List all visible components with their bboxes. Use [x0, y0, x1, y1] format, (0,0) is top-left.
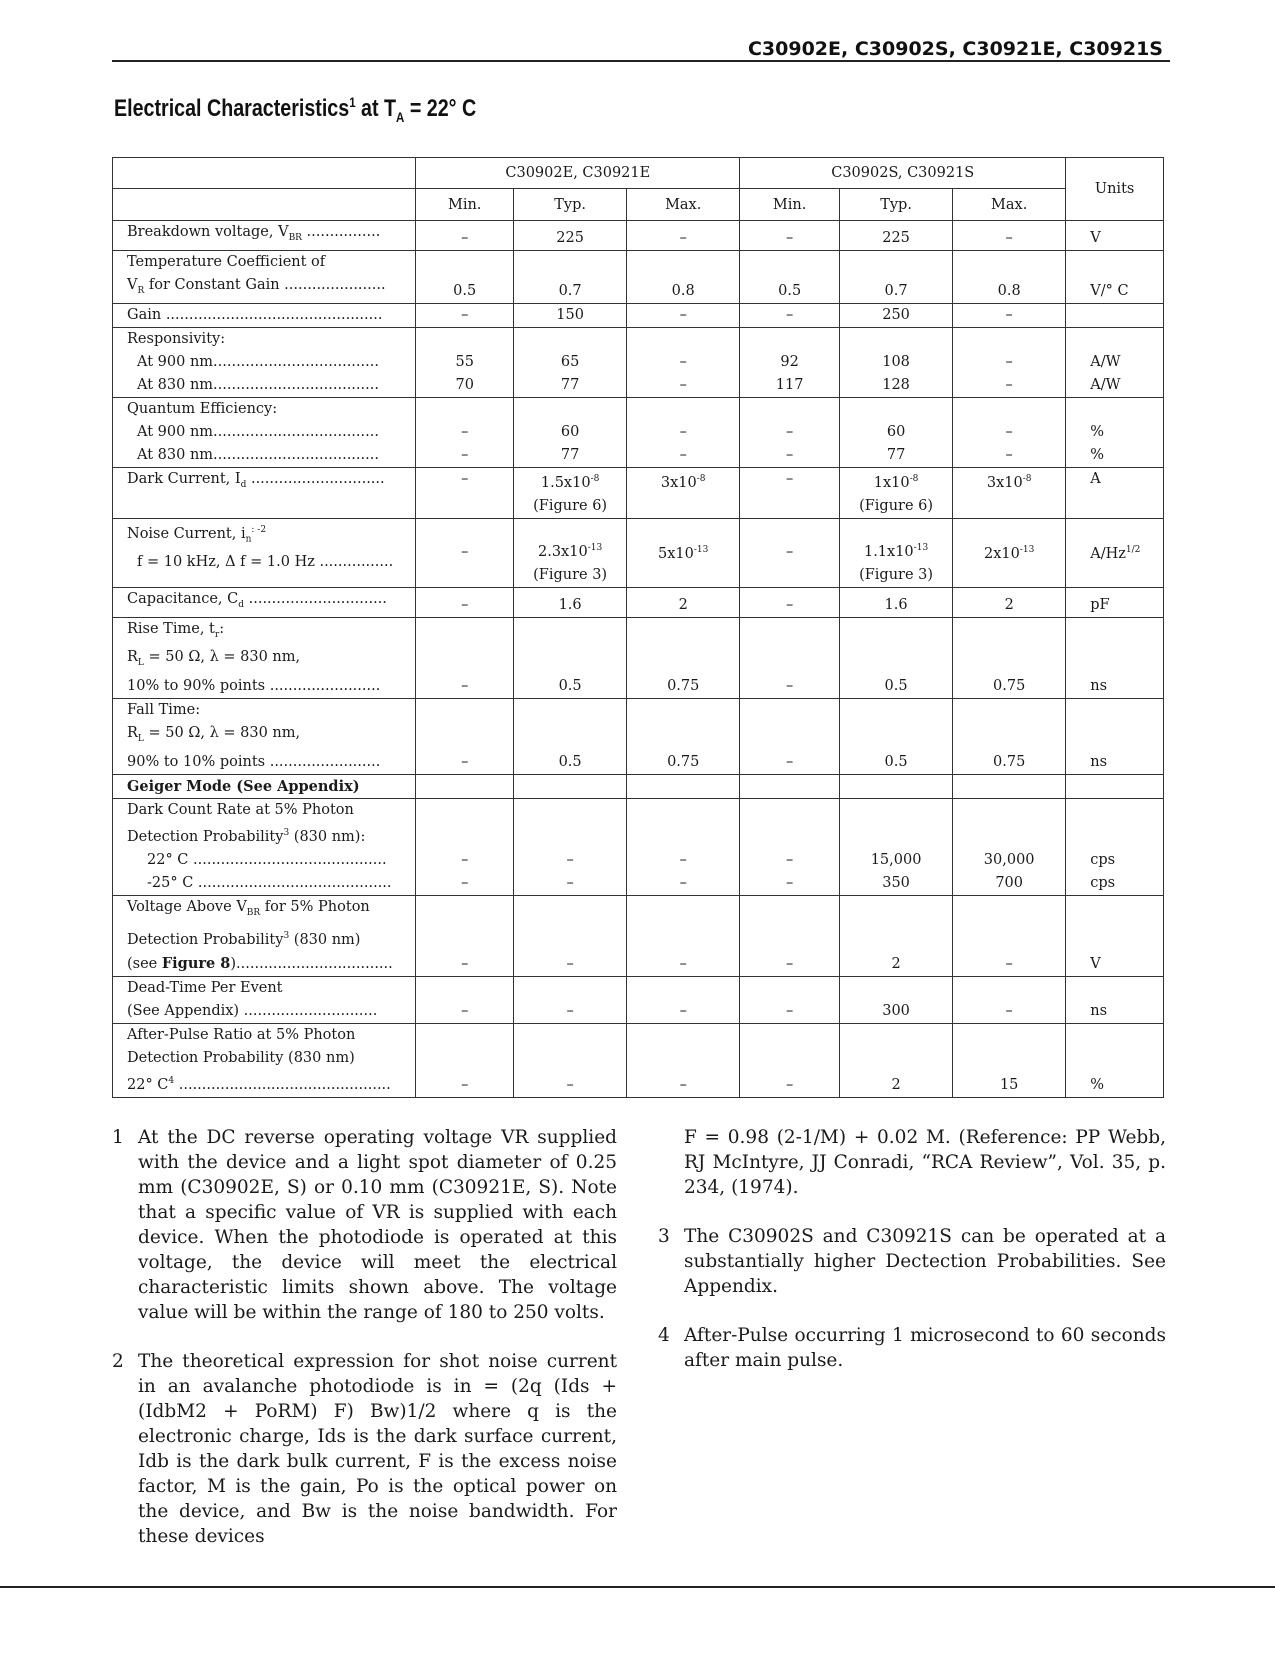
col-header-units: Units	[1066, 158, 1164, 221]
table-row: Noise Current, $i_n^{: -2}$ f = 10 kHz, Δ f = 1.0 Hz ................ – $2.3x10^{-13}$ (Figure 3) $5x10^{-13}$ – $1.1x10^{-13}$ (Figure 3) $2x10^{-13}$ $A/Hz^{1/2}$	[113, 518, 1164, 587]
footnotes-left	[112, 1125, 617, 1573]
table-row: Dark Count Rate at 5% Photon Detection Probability$^3$ (830 nm): 22° C .......................................... -25° C .......................................... – – – – – – – – 15,000 350 30,000 700 cps cps	[113, 799, 1164, 896]
col-header-typ-2: Typ.	[840, 189, 953, 221]
header-blank-2	[113, 189, 416, 221]
table-row: After-Pulse Ratio at 5% Photon Detection Probability (830 nm) 22° $C^4$ .............................................. – – – – 2 15 %	[113, 1023, 1164, 1097]
col-header-min-2: Min.	[740, 189, 840, 221]
table-row: Rise Time, $t_r$: $R_L = 50$ Ω, λ = 830 nm, 10% to 90% points ........................ – 0.5 0.75 – 0.5 0.75 ns	[113, 617, 1164, 699]
table-row: Capacitance, $C_d$ .............................. – 1.6 2 – 1.6 2 pF	[113, 587, 1164, 617]
group-header-1: C30902E, C30921E	[416, 158, 740, 189]
col-header-max-2: Max.	[953, 189, 1066, 221]
title-sub: A	[396, 108, 405, 125]
footnote-4: 4 After-Pulse occurring 1 microsecond to 60 seconds after main pulse.	[658, 1325, 1166, 1371]
header-blank	[113, 158, 416, 189]
title-sup: 1	[349, 94, 356, 110]
table-row: Breakdown voltage, $V_{BR}$ ................ – 225 – – 225 – V	[113, 221, 1164, 251]
group-header-2: C30902S, C30921S	[740, 158, 1066, 189]
table-row: Geiger Mode (See Appendix)	[113, 775, 1164, 799]
table-row: Dark Current, $I_d$ ............................. – $1.5x10^{-8}$ (Figure 6) $3x10^{-8}$ – $1x10^{-8}$ (Figure 6) $3x10^{-8}$ A	[113, 467, 1164, 518]
table-row: Gain ............................................... – 150 – – 250 –	[113, 303, 1164, 327]
footer-rule	[0, 1586, 1275, 1588]
title-main: Electrical Characteristics	[114, 95, 350, 122]
header-title: C30902E, C30902S, C30921E, C30921S	[747, 38, 1163, 60]
footnotes-right	[658, 1125, 1166, 1397]
table-row: Temperature Coefficient of $V_R$ for Constant Gain ...................... 0.5 0.7 0.8 0.5 0.7 0.8 V/° C	[113, 250, 1164, 303]
table-row: Voltage Above $V_{BR}$ for 5% Photon Detection Probability$^3$ (830 nm) (see Figure 8).................................. – – – – 2 – V	[113, 896, 1164, 977]
footnote-3: 3 The C30902S and C30921S can be operated at a substantially higher Dectection Probabilities. See Appendix.	[658, 1226, 1166, 1297]
footnote-1: 1 At the DC reverse operating voltage VR supplied with the device and a light spot diameter of 0.25 mm (C30902E, S) or 0.10 mm (C30921E, S). Note that a specific value of VR is supplied with each device. When the photodiode is operated at this voltage, the device will meet the electrical characteristic limits shown above. The voltage value will be within the range of 180 to 250 volts.	[112, 1127, 617, 1323]
title-mid: at T	[355, 95, 397, 122]
section-title	[114, 94, 476, 125]
col-header-typ-1: Typ.	[514, 189, 627, 221]
title-end: = 22° C	[404, 95, 477, 122]
col-header-min-1: Min.	[416, 189, 514, 221]
footnote-2: 2 The theoretical expression for shot noise current in an avalanche photodiode is in = (2q (Ids + (IdbM2 + PoRM) F) Bw)1/2 where q is the electronic charge, Ids is the dark surface current, Idb is the dark bulk current, F is the excess noise factor, M is the gain, Po is the optical power on the device, and Bw is the noise bandwidth. For these devices	[112, 1351, 617, 1547]
col-header-max-1: Max.	[627, 189, 740, 221]
table-row: Responsivity: At 900 nm.................................... At 830 nm.................................... 55 70 65 77 – – 92 117 108 128 – – A/W A/W	[113, 327, 1164, 397]
electrical-characteristics-table	[112, 157, 1164, 1098]
table-row: Quantum Efficiency: At 900 nm.................................... At 830 nm.................................... – – 60 77 – – – – 60 77 – – % %	[113, 397, 1164, 467]
footnote-2-continued: F = 0.98 (2-1/M) + 0.02 M. (Reference: PP Webb, RJ McIntyre, JJ Conradi, “RCA Review”, Vol. 35, p. 234, (1974).	[684, 1127, 1166, 1198]
table-row: Fall Time: $R_L = 50$ Ω, λ = 830 nm, 90% to 10% points ........................ – 0.5 0.75 – 0.5 0.75 ns	[113, 699, 1164, 775]
table-row: Dead-Time Per Event (See Appendix) ............................. – – – – 300 – ns	[113, 976, 1164, 1023]
header-rule	[112, 60, 1170, 62]
